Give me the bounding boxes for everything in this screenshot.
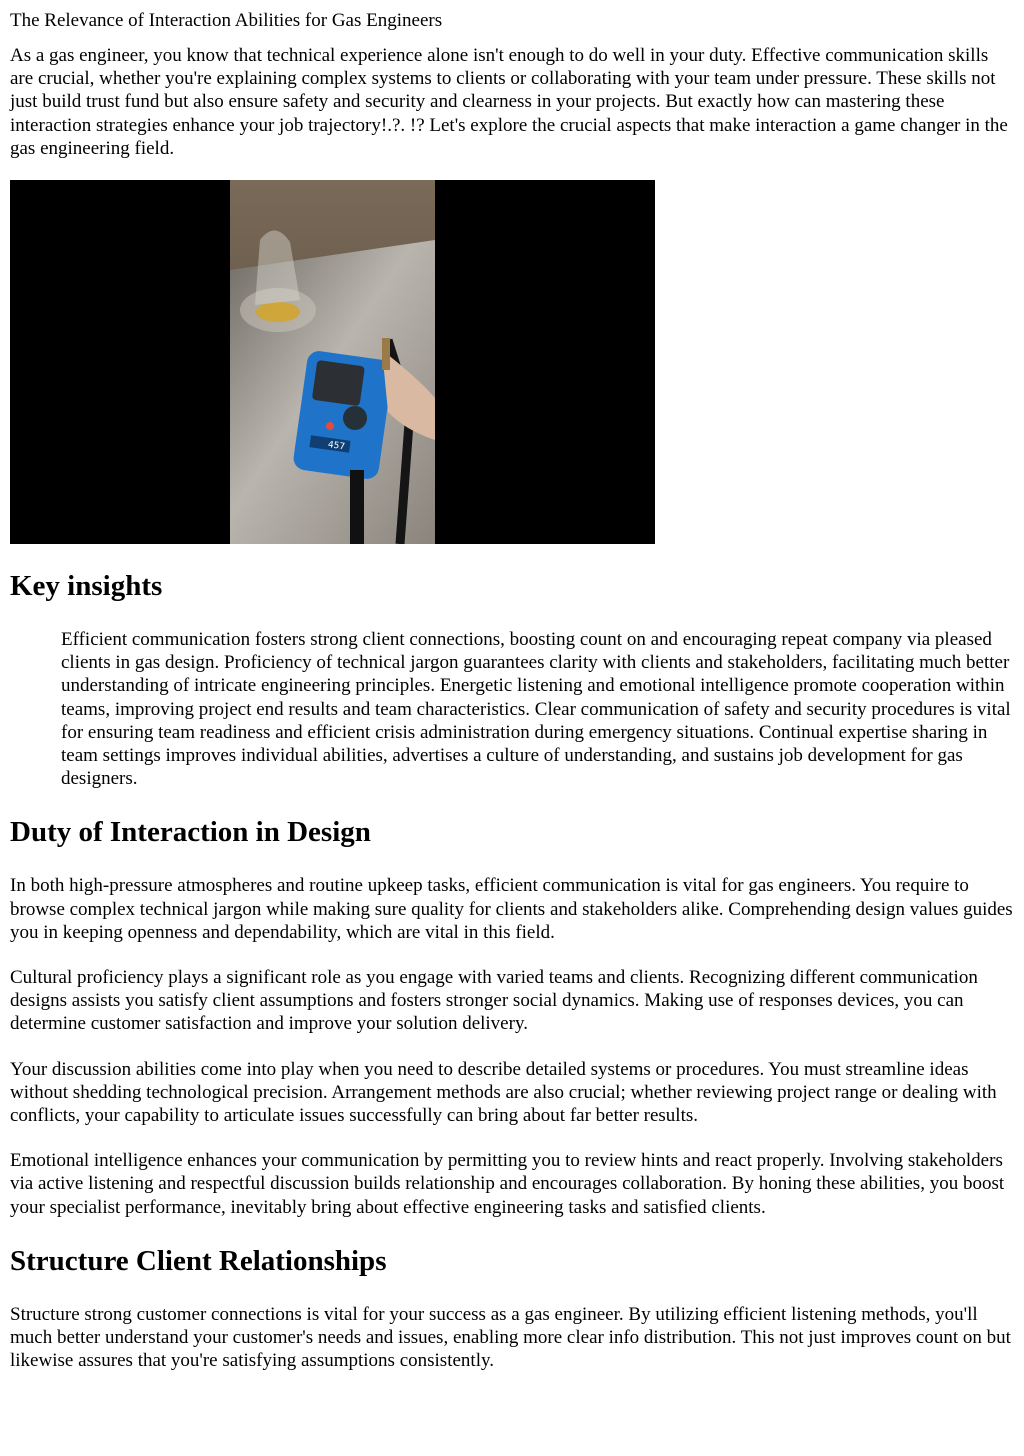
article bbox=[0, 10, 1024, 1372]
duty-paragraph: Your discussion abilities come into play when you need to describe detailed systems or procedures. You must streamline ideas without shedding technological precision. Arrangement methods are also crucial; whether reviewing project range or dealing with conflicts, your capability to articulate issues successfully can bring about far better results. bbox=[10, 1058, 997, 1127]
video-thumbnail[interactable] bbox=[10, 180, 655, 544]
duty-paragraph: Cultural proficiency plays a significant role as you engage with varied teams and clients. Recognizing different communication designs assists you satisfy client assumptions and fosters stronger social dynamics. Making use of responses devices, you can determine customer satisfaction and improve your solution delivery. bbox=[10, 967, 978, 1035]
page-title: The Relevance of Interaction Abilities for Gas Engineers bbox=[10, 10, 443, 31]
key-insights-heading: Key insights bbox=[10, 570, 163, 603]
meter-label: 457 bbox=[327, 440, 346, 453]
key-insights-quote bbox=[61, 628, 1014, 790]
duty-heading: Duty of Interaction in Design bbox=[10, 816, 371, 849]
duty-paragraph: Emotional intelligence enhances your communication by permitting you to review hints and react properly. Involving stakeholders via active listening and respectful discussion builds relationship and encourages collaboration. By honing these abilities, you boost your specialist performance, inevitably bring about effective engineering tasks and satisfied clients. bbox=[10, 1150, 1005, 1218]
gas-meter-photo bbox=[10, 180, 655, 544]
duty-paragraph: In both high-pressure atmospheres and routine upkeep tasks, efficient communication is vital for gas engineers. You require to browse complex technical jargon while making sure quality for clients and stakeholders alike. Comprehending design values guides you in keeping openness and dependability, which are vital in this field. bbox=[10, 875, 1013, 943]
key-insights-text: Efficient communication fosters strong client connections, boosting count on and encouraging repeat company via pleased clients in gas design. Proficiency of technical jargon guarantees clarity with clients and stakeholders, facilitating much better understanding of intricate engineering principles. Energetic listening and emotional intelligence promote cooperation within teams, improving project end results and team characteristics. Clear communication of safety and security procedures is vital for ensuring team readiness and efficient crisis administration during emergency situations. Continual expertise sharing in team settings improves individual abilities, advertises a culture of understanding, and sustains job development for gas designers. bbox=[61, 629, 1011, 790]
client-paragraph: Structure strong customer connections is vital for your success as a gas engineer. By utilizing efficient listening methods, you'll much better understand your customer's needs and issues, enabling more clear info distribution. This not just improves count on but likewise assures that you're satisfying assumptions consistently. bbox=[10, 1303, 1011, 1372]
gas-meter-icon bbox=[292, 350, 394, 481]
intro-paragraph: As a gas engineer, you know that technical experience alone isn't enough to do well in your duty. Effective communication skills are crucial, whether you're explaining complex systems to clients or collaborating with your team under pressure. These skills not just build trust fund but also ensure safety and security and clearness in your projects. But exactly how can mastering these interaction strategies enhance your job trajectory!.?. !? Let's explore the crucial aspects that make interaction a game changer in the gas engineering field. bbox=[10, 45, 1008, 159]
client-relationships-heading: Structure Client Relationships bbox=[10, 1244, 387, 1277]
